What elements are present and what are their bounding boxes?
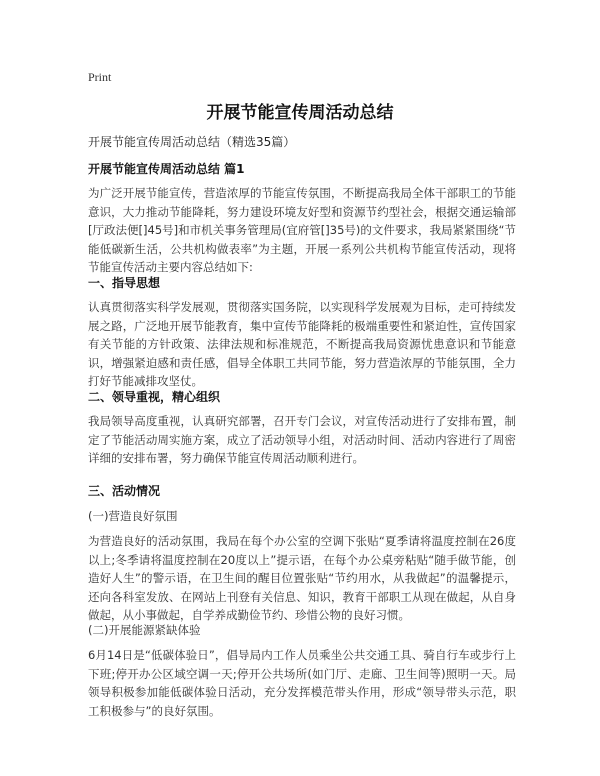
section-heading-1: 一、指导思想 [88, 276, 161, 290]
document-subtitle: 开展节能宣传周活动总结（精选35篇） [88, 135, 296, 149]
intro-paragraph: 为广泛开展节能宣传，营造浓厚的节能宣传氛围，不断提高我局全体干部职工的节能意识，大力推动节能降耗，努力建设环境友好型和资源节约型社会，根据交通运输部[厅政法便[]45号]和市机关事务管理局(宜府管[]35号)的文件要求，我局紧紧围绕“节能低碳新生活，公共机构做表率”为主题，开展一系列公共机构节能宣传活动，现将节能宣传活动主要内容总结如下: [88, 186, 516, 275]
section-text-1: 认真贯彻落实科学发展观，贯彻落实国务院，以实现科学发展观为目标，走可持续发展之路，广泛地开展节能教育，集中宣传节能降耗的极端重要性和紧迫性，宣传国家有关节能的方针政策、法律法规和标准规范，不断提高我局资源忧患意识和节能意识，增强紧迫感和责任感，倡导全体职工共同节能，努力营造浓厚的节能氛围，全力打好节能减排攻坚仗。 [88, 300, 516, 389]
page-title: 开展节能宣传周活动总结 [206, 103, 394, 123]
section-heading-3: 三、活动情况 [88, 484, 161, 498]
print-label[interactable]: Print [88, 70, 112, 84]
subsection-heading-1: (一)营造良好氛围 [88, 509, 178, 523]
section-text-2: 我局领导高度重视，认真研究部署，召开专门会议，对宣传活动进行了安排布置，制定了节能活动周实施方案，成立了活动领导小组，对活动时间、活动内容进行了周密详细的安排布署，努力确保节能宣传周活动顺利进行。 [88, 414, 516, 466]
subsection-heading-2: (二)开展能源紧缺体验 [88, 623, 201, 637]
subsection-text-1: 为营造良好的活动氛围，我局在每个办公室的空调下张贴“夏季请将温度控制在26度以上;冬季请将温度控制在20度以上”提示语，在每个办公桌旁粘贴“随手做节能，创造好人生”的警示语，在卫生间的醒目位置张贴“节约用水，从我做起”的温馨提示，还向各科室发放、在网站上刊登有关信息、知识，教育干部职工从现在做起，从自身做起，从小事做起，自学养成勤俭节约、珍惜公物的良好习惯。 [88, 534, 516, 623]
section-heading-2: 二、领导重视，精心组织 [88, 390, 221, 404]
subsection-text-2: 6月14日是“低碳体验日”，倡导局内工作人员乘坐公共交通工具、骑自行车或步行上下班;停开办公区域空调一天;停开公共场所(如门厅、走廊、卫生间等)照明一天。局领导积极参加能低碳体验日活动，充分发挥模范带头作用，形成“领导带头示范，职工积极参与”的良好氛围。 [88, 648, 516, 718]
article-heading: 开展节能宣传周活动总结 篇1 [88, 162, 245, 176]
